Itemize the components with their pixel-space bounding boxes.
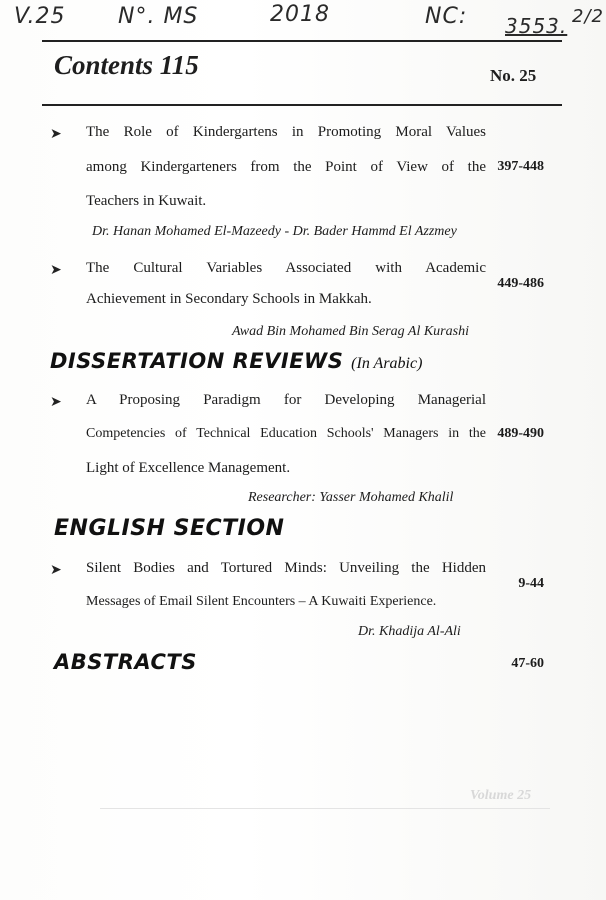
header-divider [42, 104, 562, 106]
page-title: Contents 115 [54, 50, 199, 80]
contents-entry[interactable] [40, 124, 548, 244]
entry-pages: 397-448 [497, 159, 544, 174]
section-heading-abstracts: ABSTRACTS [54, 650, 197, 674]
top-divider [42, 40, 562, 42]
entry-author: Dr. Khadija Al-Ali [358, 624, 461, 639]
contents-entry[interactable] [40, 392, 548, 512]
arrow-bullet-icon: ➤ [50, 563, 62, 578]
abstracts-pages: 47-60 [511, 656, 544, 671]
handwritten-nc-label: NC: [425, 4, 468, 29]
handwritten-number: N°. MS [118, 4, 199, 29]
bleed-through-rule [100, 808, 550, 809]
section-heading-english: ENGLISH SECTION [54, 516, 285, 541]
entry-title-line: Teachers in Kuwait. [86, 193, 207, 209]
entry-title-line: among Kindergarteners from the Point of View of the [86, 159, 486, 175]
handwritten-fraction: 2/2 [572, 6, 604, 27]
entry-title-line: Silent Bodies and Tortured Minds: Unveiling the Hidden [86, 560, 486, 576]
entry-author: Researcher: Yasser Mohamed Khalil [248, 490, 454, 505]
handwritten-volume: V.25 [14, 4, 66, 29]
entry-title-line: The Role of Kindergartens in Promoting Moral Values [86, 124, 486, 140]
bleed-through-volume: Volume 25 [470, 788, 532, 803]
entry-author: Awad Bin Mohamed Bin Serag Al Kurashi [232, 324, 469, 339]
entry-author: Dr. Hanan Mohamed El-Mazeedy - Dr. Bader Hammd El Azzmey [92, 224, 457, 239]
arrow-bullet-icon: ➤ [50, 395, 62, 410]
entry-title-line: Light of Excellence Management. [86, 460, 291, 476]
section-subtitle: (In Arabic) [351, 355, 423, 372]
entry-title-line: Achievement in Secondary Schools in Makkah. [86, 291, 372, 307]
entry-title-line: Messages of Email Silent Encounters – A Kuwaiti Experience. [86, 594, 437, 609]
section-heading-dissertation [50, 349, 422, 373]
entry-pages: 489-490 [497, 426, 544, 441]
contents-entry[interactable] [40, 260, 548, 346]
entry-pages: 449-486 [497, 276, 544, 291]
issue-number: No. 25 [490, 66, 537, 85]
arrow-bullet-icon: ➤ [50, 127, 62, 142]
entry-pages: 9-44 [518, 576, 544, 591]
handwritten-nc-code: 3553. [505, 14, 568, 38]
entry-title-line: A Proposing Paradigm for Developing Managerial [86, 392, 486, 408]
entry-title-line: The Cultural Variables Associated with Academic [86, 260, 486, 276]
arrow-bullet-icon: ➤ [50, 263, 62, 278]
contents-entry[interactable] [40, 560, 548, 646]
entry-title-line: Competencies of Technical Education Schools' Managers in the [86, 426, 486, 441]
section-title: DISSERTATION REVIEWS [50, 349, 344, 373]
handwritten-year: 2018 [270, 2, 330, 27]
